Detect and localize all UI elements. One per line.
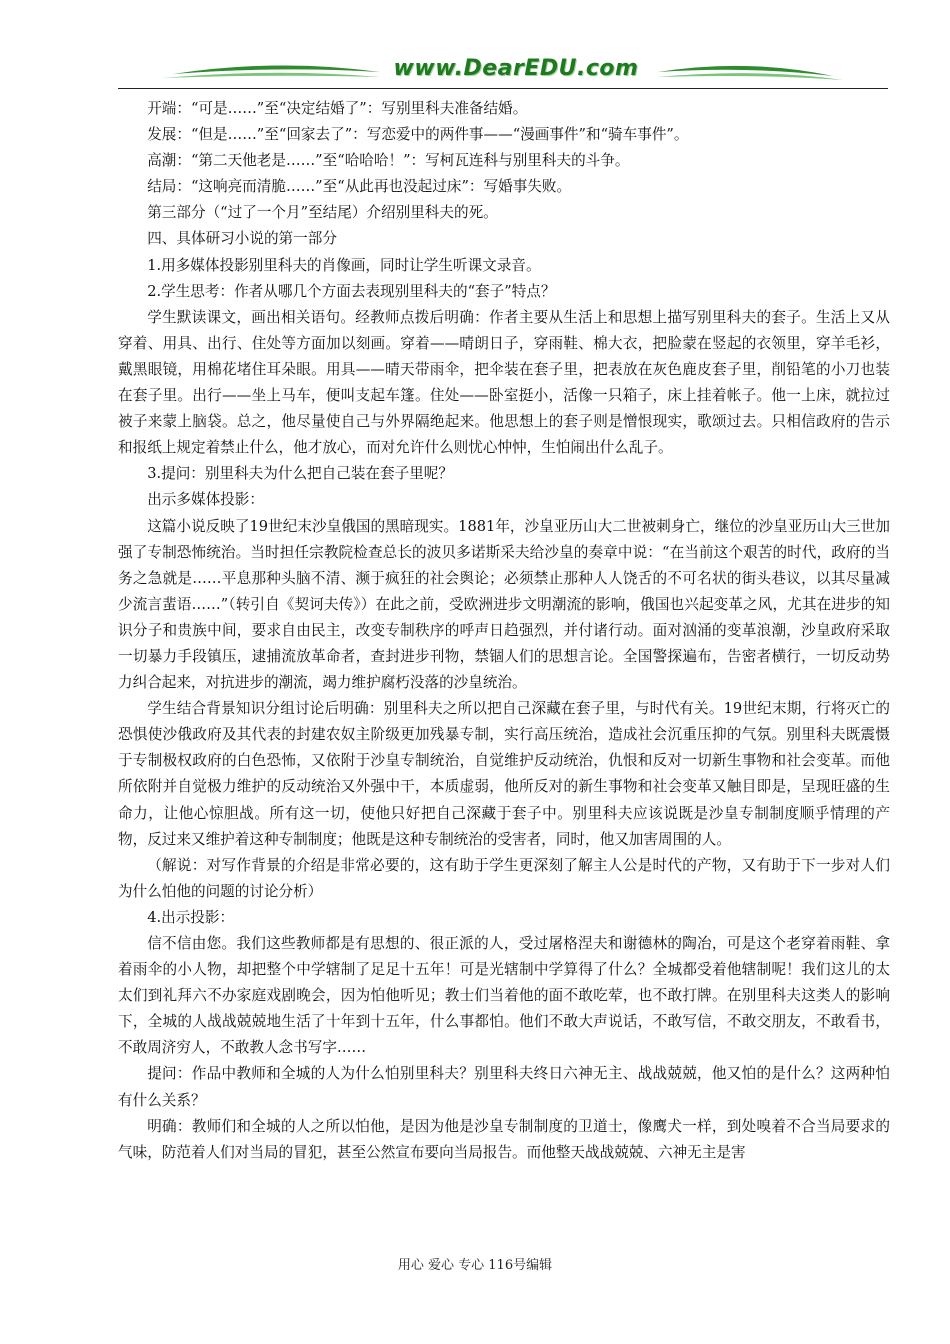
paragraph-ending: 结局：“这响亮而清脆……”至“从此再也没起过床”：写婚事失败。 [147,178,572,196]
paragraph-step-1: 1.用多媒体投影别里科夫的肖像画，同时让学生听课文录音。 [147,256,541,274]
header-divider [118,88,888,89]
left-swoosh-shape [173,65,380,74]
paragraph-question: 提问：作品中教师和全城的人为什么怕别里科夫？别里科夫终日六神无主、战战兢兢，他又怕的是什么？这两种怕有什么关系？ [118,1065,890,1109]
section-heading: 四、具体研习小说的第一部分 [147,230,337,248]
paragraph-development: 发展：“但是……”至“回家去了”：写恋爱中的两件事——“漫画事件”和“骑车事件”。 [147,126,689,144]
paragraph-quote: 信不信由您。我们这些教师都是有思想的、很正派的人，受过屠格涅夫和谢德林的陶冶，可是这个老穿着雨鞋、拿着雨伞的小人物，却把整个中学辖制了足足十五年！可是光辖制中学算得了什么？全城都受着他辖制呢！我们这儿的太太们到礼拜六不办家庭戏剧晚会，因为怕他听见；教士们当着他的面不敢吃荤，也不敢打牌。在别里科夫这类人的影响下，全城的人战战兢兢地生活了十年到十五年，什么事都怕。他们不敢大声说话，不敢写信，不敢交朋友，不敢看书，不敢周济穷人，不敢教人念书写字…… [118,935,890,1057]
paragraph-note: （解说：对写作背景的介绍是非常必要的，这有助于学生更深刻了解主人公是时代的产物，又有助于下一步对人们为什么怕他的问题的讨论分析） [118,856,890,900]
paragraph-discussion: 学生结合背景知识分组讨论后明确：别里科夫之所以把自己深藏在套子里，与时代有关。19世纪末期，行将灭亡的恐惧使沙俄政府及其代表的封建农奴主阶级更加残暴专制，实行高压统治，造成社会沉重压抑的气氛。别里科夫既震慑于专制极权政府的白色恐怖，又依附于沙皇专制统治，自觉维护反动统治，仇恨和反对一切新生事物和社会变革。而他所依附并自觉极力维护的反动统治又外强中干，本质虚弱，他所反对的新生事物和社会变革又触目即是，呈现旺盛的生命力，让他心惊胆战。所有这一切，使他只好把自己深藏于套子中。别里科夫应该说既是沙皇专制制度顺乎情理的产物，反过来又维护着这种专制制度；他既是这种专制统治的受害者，同时，他又加害周围的人。 [118,700,890,848]
document-body [118,96,890,1166]
paragraph-step-2: 2.学生思考：作者从哪几个方面去表现别里科夫的“套子”特点？ [147,282,556,300]
paragraph-background: 这篇小说反映了19世纪末沙皇俄国的黑暗现实。1881年，沙皇亚历山大二世被刺身亡，继位的沙皇亚历山大三世加强了专制恐怖统治。当时担任宗教院检查总长的波贝多诺斯采夫给沙皇的奏章中说：“在当前这个艰苦的时代，政府的当务之急就是……平息那种头脑不清、濒于疯狂的社会舆论；必须禁止那种人人饶舌的不可名状的街头巷议，以其尽量减少流言蜚语……”（转引自《契诃夫传》）在此之前，受欧洲进步文明潮流的影响，俄国也兴起变革之风，尤其在进步的知识分子和贵族中间，要求自由民主，改变专制秩序的呼声日趋强烈，并付诸行动。面对汹涌的变革浪潮，沙皇政府采取一切暴力手段镇压，逮捕流放革命者，查封进步刊物，禁锢人们的思想言论。全国警探遍布，告密者横行，一切反动势力纠合起来，对抗进步的潮流，竭力维护腐朽没落的沙皇统治。 [118,517,890,692]
paragraph-step-4: 4.出示投影： [147,908,235,926]
paragraph-part-three: 第三部分（“过了一个月”至结尾）介绍别里科夫的死。 [147,204,498,222]
page-header [118,52,888,92]
paragraph-step-3: 3.提问：别里科夫为什么把自己装在套子里呢？ [147,465,453,483]
site-logo[interactable]: www.DearEDU.com [393,56,639,81]
paragraph-climax: 高潮：“第二天他老是……”至“哈哈哈！”：写柯瓦连科与别里科夫的斗争。 [147,152,630,170]
left-swoosh-shadow [163,73,380,78]
paragraph-projection-label: 出示多媒体投影： [147,491,264,509]
paragraph-answer: 明确：教师们和全城的人之所以怕他，是因为他是沙皇专制制度的卫道士，像鹰犬一样，到处嗅着不合当局要求的气味，防范着人们对当局的冒犯，甚至公然宣布要向当局报告。而他整天战战兢兢、六神无主是害 [118,1117,890,1161]
page-footer: 用心 爱心 专心 116号编辑 [397,1258,553,1273]
paragraph-opening: 开端：“可是……”至“决定结婚了”：写别里科夫准备结婚。 [147,100,528,117]
right-swoosh-shadow [658,73,843,80]
paragraph-clarification-1: 学生默读课文，画出相关语句。经教师点拨后明确：作者主要从生活上和思想上描写别里科夫的套子。生活上又从穿着、用具、出行、住处等方面加以刻画。穿着——晴朗日子，穿雨鞋、棉大衣，把脸蒙在竖起的衣领里，穿羊毛衫，戴黑眼镜，用棉花堵住耳朵眼。用具——晴天带雨伞，把伞装在套子里，把表放在灰色鹿皮套子里，削铅笔的小刀也装在套子里。出行——坐上马车，便叫支起车篷。住处——卧室挺小，活像一只箱子，床上挂着帐子。他一上床，就拉过被子来蒙上脑袋。总之，他尽量使自己与外界隔绝起来。他思想上的套子则是憎恨现实，歌颂过去。只相信政府的告示和报纸上规定着禁止什么，他才放心，而对允许什么则忧心忡忡，生怕闹出什么乱子。 [118,308,890,457]
